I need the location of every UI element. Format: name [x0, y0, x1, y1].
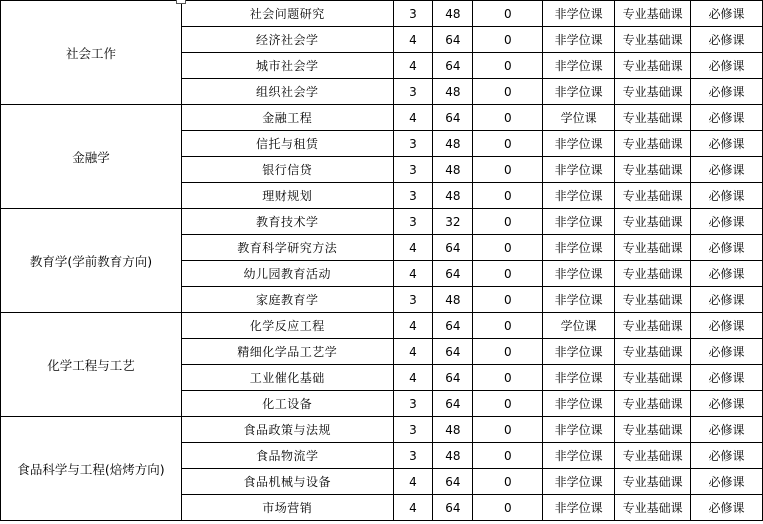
hours-cell: 64 — [433, 261, 473, 287]
course-name-cell: 食品机械与设备 — [181, 469, 393, 495]
course-name-cell: 经济社会学 — [181, 27, 393, 53]
hours-cell: 48 — [433, 131, 473, 157]
course-name-cell: 家庭教育学 — [181, 287, 393, 313]
course-name-cell: 信托与租赁 — [181, 131, 393, 157]
hours-cell: 64 — [433, 339, 473, 365]
course-category-cell: 专业基础课 — [615, 339, 691, 365]
hours-cell: 64 — [433, 235, 473, 261]
course-category-cell: 专业基础课 — [615, 287, 691, 313]
practice-hours-cell: 0 — [473, 339, 543, 365]
course-category-cell: 专业基础课 — [615, 313, 691, 339]
course-category-cell: 专业基础课 — [615, 391, 691, 417]
table-row — [1, 313, 763, 339]
credits-cell: 4 — [393, 27, 433, 53]
credits-cell: 4 — [393, 365, 433, 391]
course-name-cell: 精细化学品工艺学 — [181, 339, 393, 365]
major-cell: 社会工作 — [1, 1, 182, 105]
requirement-cell: 必修课 — [691, 339, 763, 365]
course-name-cell: 社会问题研究 — [181, 1, 393, 27]
course-category-cell: 专业基础课 — [615, 53, 691, 79]
degree-type-cell: 非学位课 — [543, 391, 615, 417]
practice-hours-cell: 0 — [473, 235, 543, 261]
degree-type-cell: 非学位课 — [543, 287, 615, 313]
requirement-cell: 必修课 — [691, 131, 763, 157]
course-category-cell: 专业基础课 — [615, 131, 691, 157]
requirement-cell: 必修课 — [691, 27, 763, 53]
course-category-cell: 专业基础课 — [615, 495, 691, 521]
credits-cell: 3 — [393, 391, 433, 417]
credits-cell: 3 — [393, 131, 433, 157]
degree-type-cell: 非学位课 — [543, 157, 615, 183]
requirement-cell: 必修课 — [691, 53, 763, 79]
hours-cell: 64 — [433, 313, 473, 339]
requirement-cell: 必修课 — [691, 469, 763, 495]
course-category-cell: 专业基础课 — [615, 443, 691, 469]
hours-cell: 64 — [433, 365, 473, 391]
hours-cell: 48 — [433, 287, 473, 313]
degree-type-cell: 非学位课 — [543, 209, 615, 235]
course-name-cell: 组织社会学 — [181, 79, 393, 105]
practice-hours-cell: 0 — [473, 443, 543, 469]
degree-type-cell: 学位课 — [543, 105, 615, 131]
degree-type-cell: 非学位课 — [543, 79, 615, 105]
course-category-cell: 专业基础课 — [615, 105, 691, 131]
hours-cell: 64 — [433, 495, 473, 521]
credits-cell: 3 — [393, 443, 433, 469]
requirement-cell: 必修课 — [691, 1, 763, 27]
course-name-cell: 化工设备 — [181, 391, 393, 417]
degree-type-cell: 非学位课 — [543, 53, 615, 79]
course-name-cell: 工业催化基础 — [181, 365, 393, 391]
requirement-cell: 必修课 — [691, 391, 763, 417]
practice-hours-cell: 0 — [473, 157, 543, 183]
practice-hours-cell: 0 — [473, 1, 543, 27]
practice-hours-cell: 0 — [473, 313, 543, 339]
requirement-cell: 必修课 — [691, 495, 763, 521]
hours-cell: 64 — [433, 27, 473, 53]
hours-cell: 64 — [433, 469, 473, 495]
credits-cell: 4 — [393, 339, 433, 365]
course-name-cell: 食品政策与法规 — [181, 417, 393, 443]
major-cell: 金融学 — [1, 105, 182, 209]
hours-cell: 48 — [433, 443, 473, 469]
hours-cell: 64 — [433, 105, 473, 131]
course-name-cell: 教育科学研究方法 — [181, 235, 393, 261]
course-name-cell: 教育技术学 — [181, 209, 393, 235]
credits-cell: 3 — [393, 79, 433, 105]
credits-cell: 3 — [393, 209, 433, 235]
table-row — [1, 1, 763, 27]
practice-hours-cell: 0 — [473, 131, 543, 157]
degree-type-cell: 非学位课 — [543, 417, 615, 443]
requirement-cell: 必修课 — [691, 105, 763, 131]
course-category-cell: 专业基础课 — [615, 79, 691, 105]
course-name-cell: 化学反应工程 — [181, 313, 393, 339]
practice-hours-cell: 0 — [473, 53, 543, 79]
degree-type-cell: 非学位课 — [543, 469, 615, 495]
hours-cell: 48 — [433, 1, 473, 27]
practice-hours-cell: 0 — [473, 417, 543, 443]
degree-type-cell: 非学位课 — [543, 495, 615, 521]
practice-hours-cell: 0 — [473, 287, 543, 313]
requirement-cell: 必修课 — [691, 287, 763, 313]
practice-hours-cell: 0 — [473, 183, 543, 209]
practice-hours-cell: 0 — [473, 495, 543, 521]
degree-type-cell: 非学位课 — [543, 365, 615, 391]
requirement-cell: 必修课 — [691, 79, 763, 105]
credits-cell: 3 — [393, 183, 433, 209]
course-category-cell: 专业基础课 — [615, 417, 691, 443]
credits-cell: 4 — [393, 105, 433, 131]
course-category-cell: 专业基础课 — [615, 235, 691, 261]
requirement-cell: 必修课 — [691, 365, 763, 391]
course-category-cell: 专业基础课 — [615, 261, 691, 287]
degree-type-cell: 非学位课 — [543, 261, 615, 287]
course-category-cell: 专业基础课 — [615, 209, 691, 235]
degree-type-cell: 非学位课 — [543, 443, 615, 469]
hours-cell: 48 — [433, 157, 473, 183]
degree-type-cell: 非学位课 — [543, 235, 615, 261]
major-cell: 教育学(学前教育方向) — [1, 209, 182, 313]
table-row — [1, 105, 763, 131]
requirement-cell: 必修课 — [691, 443, 763, 469]
credits-cell: 4 — [393, 469, 433, 495]
course-category-cell: 专业基础课 — [615, 365, 691, 391]
credits-cell: 4 — [393, 495, 433, 521]
credits-cell: 3 — [393, 287, 433, 313]
credits-cell: 4 — [393, 235, 433, 261]
practice-hours-cell: 0 — [473, 365, 543, 391]
course-name-cell: 城市社会学 — [181, 53, 393, 79]
course-category-cell: 专业基础课 — [615, 27, 691, 53]
practice-hours-cell: 0 — [473, 209, 543, 235]
hours-cell: 48 — [433, 417, 473, 443]
degree-type-cell: 非学位课 — [543, 131, 615, 157]
cell-selection-handle — [176, 0, 186, 4]
practice-hours-cell: 0 — [473, 469, 543, 495]
table-row — [1, 417, 763, 443]
credits-cell: 4 — [393, 313, 433, 339]
requirement-cell: 必修课 — [691, 313, 763, 339]
hours-cell: 32 — [433, 209, 473, 235]
course-name-cell: 市场营销 — [181, 495, 393, 521]
major-cell: 食品科学与工程(焙烤方向) — [1, 417, 182, 521]
credits-cell: 3 — [393, 157, 433, 183]
requirement-cell: 必修课 — [691, 261, 763, 287]
degree-type-cell: 学位课 — [543, 313, 615, 339]
course-name-cell: 食品物流学 — [181, 443, 393, 469]
degree-type-cell: 非学位课 — [543, 339, 615, 365]
course-category-cell: 专业基础课 — [615, 1, 691, 27]
degree-type-cell: 非学位课 — [543, 1, 615, 27]
course-name-cell: 理财规划 — [181, 183, 393, 209]
course-category-cell: 专业基础课 — [615, 183, 691, 209]
practice-hours-cell: 0 — [473, 27, 543, 53]
course-category-cell: 专业基础课 — [615, 157, 691, 183]
course-name-cell: 银行信贷 — [181, 157, 393, 183]
course-name-cell: 幼儿园教育活动 — [181, 261, 393, 287]
degree-type-cell: 非学位课 — [543, 27, 615, 53]
practice-hours-cell: 0 — [473, 391, 543, 417]
practice-hours-cell: 0 — [473, 261, 543, 287]
table-body — [1, 1, 763, 521]
practice-hours-cell: 0 — [473, 79, 543, 105]
requirement-cell: 必修课 — [691, 235, 763, 261]
course-category-cell: 专业基础课 — [615, 469, 691, 495]
credits-cell: 3 — [393, 417, 433, 443]
credits-cell: 4 — [393, 53, 433, 79]
table-row — [1, 209, 763, 235]
major-cell: 化学工程与工艺 — [1, 313, 182, 417]
hours-cell: 48 — [433, 183, 473, 209]
practice-hours-cell: 0 — [473, 105, 543, 131]
course-name-cell: 金融工程 — [181, 105, 393, 131]
hours-cell: 64 — [433, 391, 473, 417]
degree-type-cell: 非学位课 — [543, 183, 615, 209]
hours-cell: 48 — [433, 79, 473, 105]
requirement-cell: 必修课 — [691, 209, 763, 235]
credits-cell: 4 — [393, 261, 433, 287]
credits-cell: 3 — [393, 1, 433, 27]
requirement-cell: 必修课 — [691, 157, 763, 183]
requirement-cell: 必修课 — [691, 183, 763, 209]
requirement-cell: 必修课 — [691, 417, 763, 443]
hours-cell: 64 — [433, 53, 473, 79]
